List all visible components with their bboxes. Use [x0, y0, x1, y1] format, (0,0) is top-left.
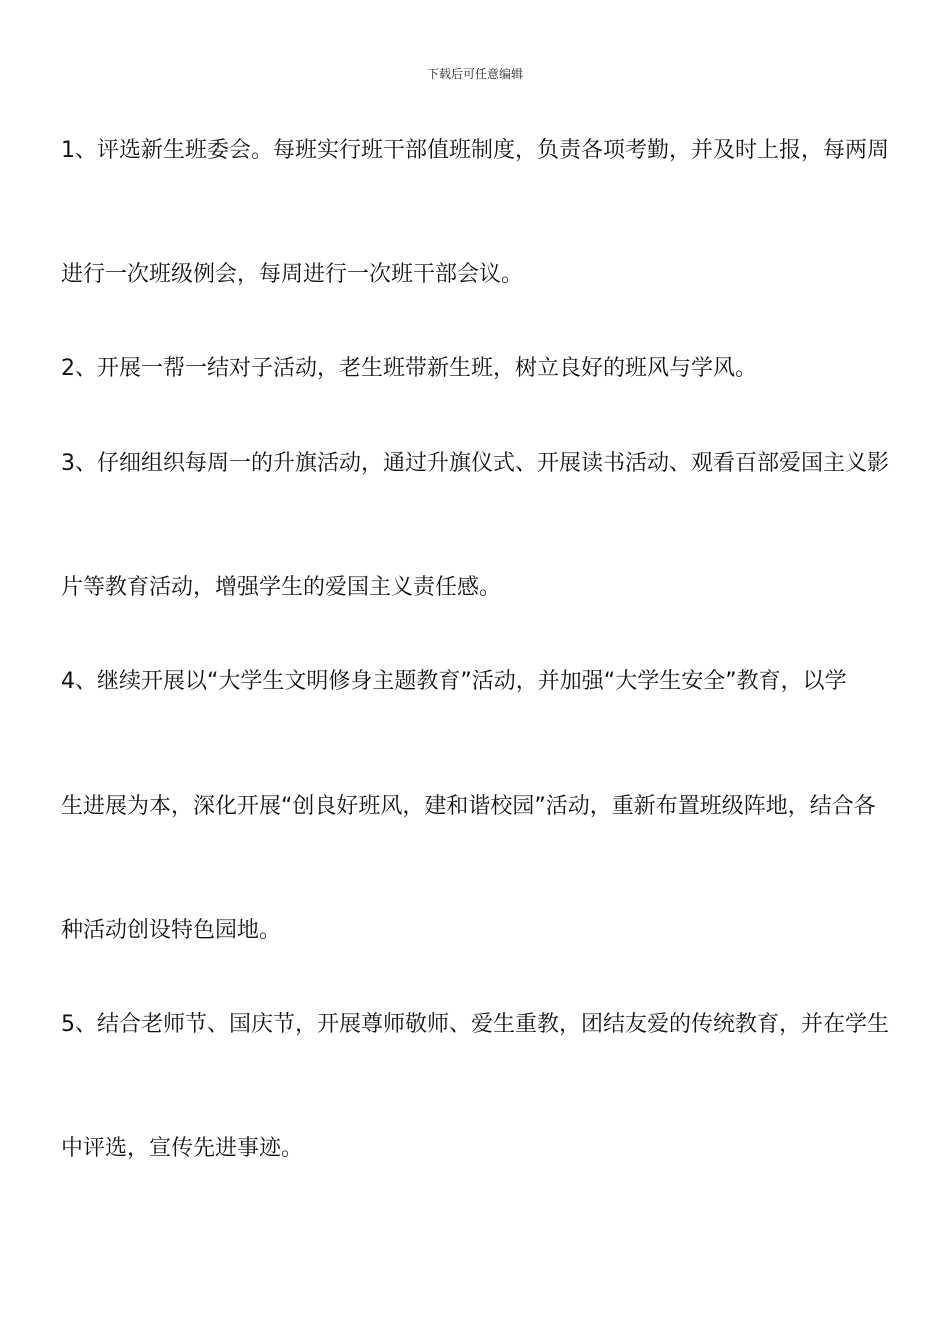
text-line-3: 2、开展一帮一结对子活动，老生班带新生班，树立良好的班风与学风。 [61, 356, 757, 381]
text-line-10: 中评选，宣传先进事迹。 [61, 1136, 304, 1161]
page-header: 下载后可任意编辑 [426, 67, 523, 81]
text-line-8: 种活动创设特色园地。 [61, 918, 282, 943]
text-line-1: 1、评选新生班委会。每班实行班干部值班制度，负责各项考勤，并及时上报，每两周 [61, 138, 889, 163]
text-line-2: 进行一次班级例会，每周进行一次班干部会议。 [61, 262, 524, 287]
text-line-4: 3、仔细组织每周一的升旗活动，通过升旗仪式、开展读书活动、观看百部爱国主义影 [61, 451, 889, 476]
text-line-7: 生进展为本，深化开展“创良好班风，建和谐校园”活动，重新布置班级阵地，结合各 [61, 794, 876, 819]
text-line-9: 5、结合老师节、国庆节，开展尊师敬师、爱生重教，团结友爱的传统教育，并在学生 [61, 1012, 889, 1037]
text-line-6: 4、继续开展以“大学生文明修身主题教育”活动，并加强“大学生安全”教育，以学 [61, 669, 847, 694]
text-line-5: 片等教育活动，增强学生的爱国主义责任感。 [61, 575, 502, 600]
